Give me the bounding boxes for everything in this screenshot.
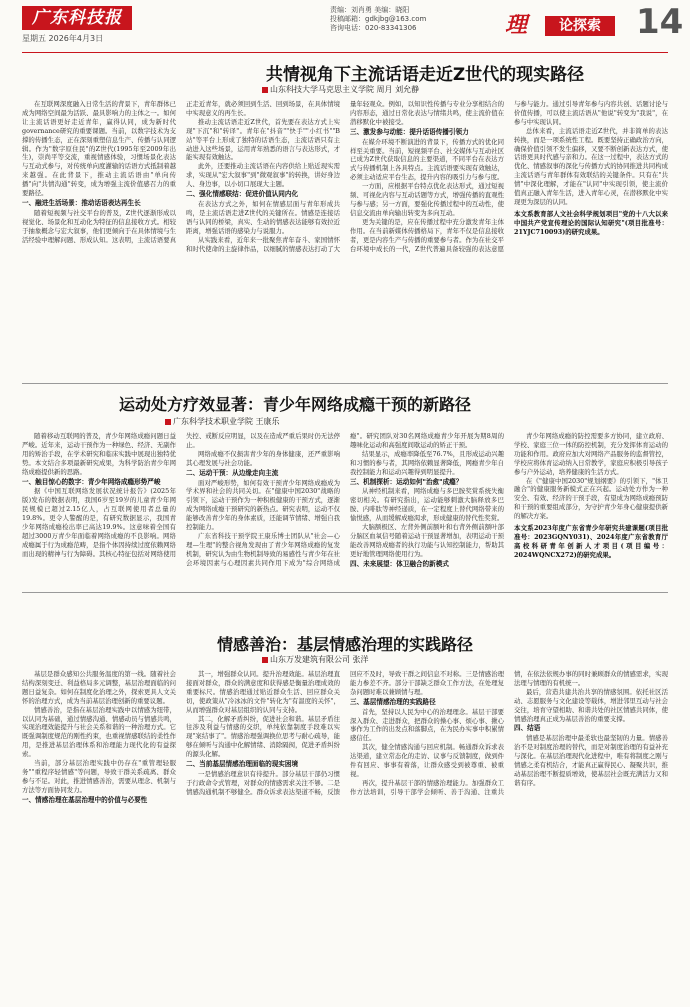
body-paragraph: 最后，营造共建共治共享的情感氛围。依托社区活动、志愿服务与文化建设等载体，增进邻里互动与社会交往，培育守望相助、和谐共处的社区情感共同体，使情感治理真正成为基层善治的重要支撑。 xyxy=(514,687,668,723)
body-paragraph: 在《"健康中国2030"规划纲要》的引领下，"体卫融合"的健康服务新模式正在兴起。运动处方作为一种安全、有效、经济的干预手段，有望成为网络成瘾预防和干预的重要组成部分，为守护青少年身心健康提供新的解决方案。 xyxy=(514,476,668,521)
article-byline xyxy=(262,84,419,95)
body-paragraph: 据《中国互联网络发展状况统计报告》(2025年版)发布的数据表明，我国6岁至19岁的儿童青少年网民规模已超过2.15亿人，占互联网使用者总量的19.8%。更令人警醒的是，有研究数据显示，我国青少年网络成瘾检出率已高达19.9%。这意味着全国有超过3000万青少年面临着网络成瘾的不良影响。网络成瘾属于行为成瘾范畴，是指个体因持续过度依赖网络而出现的精神与行为障碍。其核心特征包括对网络使用失控、戒断反应明显，以及在造成严重后果时仍无法停止。 xyxy=(22,432,340,558)
article-title: 共情视角下主流话语走近Z世代的现实路径 xyxy=(265,65,585,85)
section-subheading: 一、触目惊心的数字：青少年网络成瘾形势严峻 xyxy=(22,477,161,486)
body-paragraph: 其一，增强群众认同。提升治理效能。基层治理直接面对群众，群众的满意度和获得感是衡量治理成效的重要标尺。情感治理通过贴近群众生活、回应群众关切，使政策从"冷冰冰的文件"转化为"有温度的关怀"，从而增强群众对基层组织的认同与支持。 xyxy=(186,670,340,714)
byline-text: 山东万发建筑有限公司 张洋 xyxy=(270,655,369,664)
body-paragraph: 青少年网络成瘾的防控需要多方协同，建立政府、学校、家庭三位一体的防控机制，充分发挥体育运动的功能和作用。政府应加大对网络产品服务的监督管控，学校应将体育运动纳入日常教学，家庭应积极引导孩子参与户外运动，培养健康的生活方式。 xyxy=(514,432,668,476)
body-paragraph: 情感善治，是指在基层治理实践中以情感为纽带，以认同为基础，通过情感沟通、情感动员与情感共鸣，实现治理效能提升与社会关系和谐的一种治理方式。它既强调制度规范的刚性约束，也重视情感联结的柔性作用，是推进基层治理体系和治理能力现代化的有益探索。 xyxy=(22,705,176,759)
body-paragraph: 大脑额极区、左背外侧前额叶和右背外侧前额叶部分脑区血氧信号随着运动干预显著增加，表明运动干预能改善网络成瘾者的执行功能与认知控制能力，帮助其更好地管理网络使用行为。 xyxy=(350,523,504,558)
body-paragraph: 总体来看，主流话语走近Z世代，并非简单的表达转换，而是一项系统性工程。既要坚持正确政治方向，确保价值引领不发生偏移，又要不断创新表达方式，使话语更具时代感与亲和力。在这一过程中，表达方式的优化、情感叙事的深化与传播方式的协同推进共同构成主流话语与青年群体有效联结的关键条件。只有在"共情"中深化理解，才能在"认同"中实现引领，使主流价值真正融入青年生活，进入青年心灵，在潜移默化中实现更为深层的认同。 xyxy=(514,126,668,206)
section-subheading: 二、强化情感联结：促进价值认同内化 xyxy=(186,190,299,199)
article-body xyxy=(22,670,668,995)
body-paragraph: 当前，部分基层治理实践中仍存在"重管理轻服务""重程序轻情感"等问题，导致干群关系疏离、群众参与不足。对此，推进情感善治，需要从理念、机制与方法等方面协同发力。 xyxy=(22,759,176,794)
body-paragraph: 首先，坚持以人民为中心的治理理念。基层干部要深入群众、走进群众，把群众的操心事、烦心事、揪心事作为工作的出发点和落脚点，在为民办实事中积累情感信任。 xyxy=(350,707,504,743)
article-separator xyxy=(22,383,668,384)
body-paragraph: 面对严峻形势，如何有效干预青少年网络成瘾成为学术界和社会的共同关切。在"健康中国2030"战略的引领下，运动干预作为一种积极健康的干预方式，逐渐成为网络成瘾干预研究的新热点。研究表明，运动不仅能够改善青少年的身体素质，还能调节情绪、增强自我控制能力。 xyxy=(186,478,340,532)
body-paragraph: 一方面，应根据平台特点优化表达形式，通过短视频、可视化内容与互动话题等方式，增强传播的直观性与参与感；另一方面，要强化传播过程中的互动性，使信息交流由单向输出转变为多向互动。 xyxy=(350,182,504,217)
section-subheading: 三、激发参与动能：提升话语传播引领力 xyxy=(350,127,469,136)
section-heading xyxy=(505,8,625,38)
section-heading-char: 理 xyxy=(505,13,528,38)
section-subheading: 三、基层情感治理的实践路径 xyxy=(350,697,436,706)
section-subheading: 二、运动干预：从边缘走向主流 xyxy=(186,468,279,477)
body-paragraph: 再次，提升基层干部的情感治理能力。加强群众工作方法培训，引导干部学会倾听、善于沟通、注重共情，在依法依规办事的同时兼顾群众的情感需求，实现法理与情理的有机统一。 xyxy=(350,670,668,796)
byline-marker-icon xyxy=(262,657,268,663)
article-title: 情感善治：基层情感治理的实践路径 xyxy=(216,635,473,654)
body-paragraph: 此外，还要推动主流话语在内容供给上贴近现实需求，实现从"宏大叙事"到"微观叙事"的转换，讲好身边人、身边事，以小切口展现大主题。 xyxy=(186,162,340,189)
body-paragraph: 随着短视频与社交平台的普及，Z世代逐渐形成以视觉化、场景化和互动化为特征的信息接收方式。相较于抽象概念与宏大叙事，他们更倾向于在具体情境与生活经验中理解问题、形成认知。这表明，主流话语要真正走近青年，就必须回到生活、回到场景，在具体情境中实现意义的再生长。 xyxy=(22,100,340,244)
section-subheading: 二、当前基层情感治理面临的现实困境 xyxy=(186,760,299,769)
body-paragraph: 其二，化解矛盾纠纷，促进社会和谐。基层矛盾往往涉及利益与情感的交织，单纯依靠制度手段难以实现"案结事了"。情感治理强调换位思考与耐心疏导，能够在倾听与沟通中化解情绪、消除隔阂，促进矛盾纠纷的源头化解。 xyxy=(186,714,340,759)
editor-line: 咨询电话：020-83341306 xyxy=(330,24,417,32)
section-subheading: 四、未来展望：体卫融合的新模式 xyxy=(350,559,449,568)
section-subheading: 三、机制探析：运动如何"治愈"成瘾？ xyxy=(350,477,463,486)
article-title: 运动处方疗效显著：青少年网络成瘾干预的新路径 xyxy=(118,395,471,414)
body-paragraph: 随着移动互联网的普及，青少年网络成瘾问题日益严峻。近年来，运动干预作为一种绿色、经济、无副作用的矫治手段，在学术研究和临床实践中展现出独特优势。本文结合多项最新研究成果，为科学防治青少年网络成瘾提供新的思路。 xyxy=(22,432,176,476)
article-body xyxy=(22,432,668,584)
section-heading-box: 论探索 xyxy=(545,16,615,36)
body-paragraph: 更为关键的是，应在传播过程中充分激发青年主体作用。在当前新媒体传播格局下，青年不仅是信息接收者，更是内容生产与传播的重要参与者。作为在社交平台环境中成长的一代，Z世代普遍具备较强的表达意愿与参与能力。通过引导青年参与内容共创、话题讨论与价值传播，可以使主流话语从"他说"转变为"我说"，在参与中实现认同。 xyxy=(350,100,668,253)
editor-info xyxy=(330,6,426,33)
body-paragraph: 其次，健全情感沟通与回应机制。畅通群众诉求表达渠道，建立常态化的走访、议事与反馈制度，做到件件有回应、事事有着落，让群众感受到被尊重、被重视。 xyxy=(350,743,504,778)
body-paragraph: 广东省科技干预学院王康乐博士团队从"社会—心理—生理"的整合视角发现由了青少年网络成瘾的复发机制，研究认为由生物机制导致的易感性与青少年在社会环境因素与心理因素共同作用下成为"综合网络成瘾"。研究团队对30名网络成瘾青少年开展为期8周的趣味化运动和高强度间歇运动的矫正干预。 xyxy=(186,432,504,567)
body-paragraph: 在媒介环境不断演进的背景下，传播方式的优化同样至关重要。当前，短视频平台、社交媒体与互动社区已成为Z世代获取信息的主要渠道，不同平台在表达方式与传播机制上各具特点。主流话语要实现有效触达，必须主动适应平台生态，提升内容的吸引力与参与度。 xyxy=(350,137,504,182)
newspaper-logo: 广东科技报 xyxy=(22,6,132,30)
section-subheading: 一、情感治理在基层治理中的价值与必要性 xyxy=(22,795,148,804)
page-number: 14 xyxy=(636,2,684,42)
article-separator xyxy=(22,592,668,593)
byline-marker-icon xyxy=(262,87,268,93)
editor-line: 投稿邮箱：gdkjbg@163.com xyxy=(330,15,427,23)
body-paragraph: 基层是群众感知公共服务温度的第一线。随着社会结构深刻变迁、利益格局多元调整，基层治理面临的问题日益复杂。如何在制度化治理之外，探索更具人文关怀的治理方式，成为当前基层治理创新的重要议题。 xyxy=(22,670,176,705)
body-paragraph: 从神经机制来看，网络成瘾与多巴胺奖赏系统失衡密切相关。有研究指出，运动能够刺激大脑释放多巴胺、内啡肽等神经递质，在一定程度上替代网络带来的愉悦感，从而缓解成瘾渴求，形成健康的替代性奖赏。 xyxy=(350,487,504,523)
section-subheading: 四、结语 xyxy=(514,724,541,733)
editor-line: 责编：刘肖勇 美编：晓阳 xyxy=(330,6,410,14)
funding-note: 本文系教育部人文社会科学规划项目"党的十八大以来中国共产党宣传理论的国际认知研究"(项目批准号：21YJC710093)的研究成果。 xyxy=(514,209,668,236)
body-paragraph: 推动主流话语走近Z世代，首先要在表达方式上实现"下沉"和"转译"。青年在"抖音""快手""小红书""B站"等平台上形成了独特的话语生态，主流话语只有主动进入这些场景，运用青年熟悉的语言与表达形式，才能实现有效触达。 xyxy=(186,117,340,162)
body-paragraph: 一是情感治理意识有待提升。部分基层干部仍习惯于行政命令式管理，对群众的情感需求关注不够。二是情感沟通机制不够健全。群众诉求表达渠道不畅，反馈回应不及时，导致干群之间信息不对称。三是情感治理能力参差不齐。部分干部缺乏群众工作方法，在处理复杂问题时难以兼顾情与理。 xyxy=(186,670,504,796)
body-paragraph: 在表达方式之外，如何在情感层面与青年形成共鸣，是主流话语走进Z世代的关键所在。情感是连接话语与认同的桥梁，真实、生动的情感表达能够有效拉近距离，增强话语的感染力与说服力。 xyxy=(186,199,340,235)
body-paragraph: 在互联网深度融入日常生活的背景下，青年群体已成为网络空间最为活跃、最具影响力的主体之一。如何让主流话语更好走近青年，赢得认同，成为新时代governance研究的重要课题。当前，以数字技术为支撑的传播生态，正在深刻重塑信息生产、传播与认同逻辑。作为"数字原住民"的Z世代(1995年至2009年出生)，崇尚平等交流，重视情感体验，习惯场景化表达与互动式参与，对传统单向度灌输的话语方式抵制着越来越强。在此背景下，推动主流话语由"单向传播"向"共情沟通"转变，成为增强主流价值感召力的重要路径。 xyxy=(22,100,176,198)
article-byline xyxy=(262,654,369,665)
body-paragraph: 从实践来看，近年来一批聚焦青年奋斗、家国情怀和时代使命的主旋律作品，以细腻的情感表达打动了大量年轻观众。例如，以知识性传播与专业分享相结合的内容形态，通过日常化表达与情绪共鸣，使主流价值在潜移默化中被接受。 xyxy=(186,100,504,253)
article-byline xyxy=(165,416,280,427)
header-rule xyxy=(22,52,668,53)
byline-text: 山东科技大学马克思主义学院 周月 刘允静 xyxy=(270,85,420,94)
section-subheading: 一、融进生活场景：推动话语表达再生长 xyxy=(22,198,141,207)
body-paragraph: 情感是基层治理中最柔软也最坚韧的力量。情感善治不是对制度治理的替代，而是对制度治理的有益补充与深化。在基层治理现代化进程中，唯有将制度之刚与情感之柔有机结合，才能真正赢得民心、凝聚共识，推动基层治理不断提质增效，使基层社会既充满活力又和谐有序。 xyxy=(514,734,668,787)
funding-note: 本文系2023年度广东省青少年研究共建课题(项目批准号：2023GQNY031)、2024年度广东省教育厅高校科研青年创新人才项目(项目编号：2024WQNCX272)的研究成果。 xyxy=(514,524,668,559)
issue-date: 星期五 2026年4月3日 xyxy=(22,34,104,43)
masthead xyxy=(0,0,690,52)
byline-text: 广东科学技术职业学院 王康乐 xyxy=(173,417,280,426)
article-body xyxy=(22,100,668,377)
body-paragraph: 结果显示，成瘾率降低至76.7%，且形成运动兴趣和习惯的参与者，其网络依赖显著降低，网瘾青少年自我控制能力和运动兴趣得到明显提升。 xyxy=(350,449,504,476)
body-paragraph: 网络成瘾不仅损害青少年的身体健康，还严重影响其心理发展与社会功能。 xyxy=(186,449,340,467)
byline-marker-icon xyxy=(165,419,171,425)
